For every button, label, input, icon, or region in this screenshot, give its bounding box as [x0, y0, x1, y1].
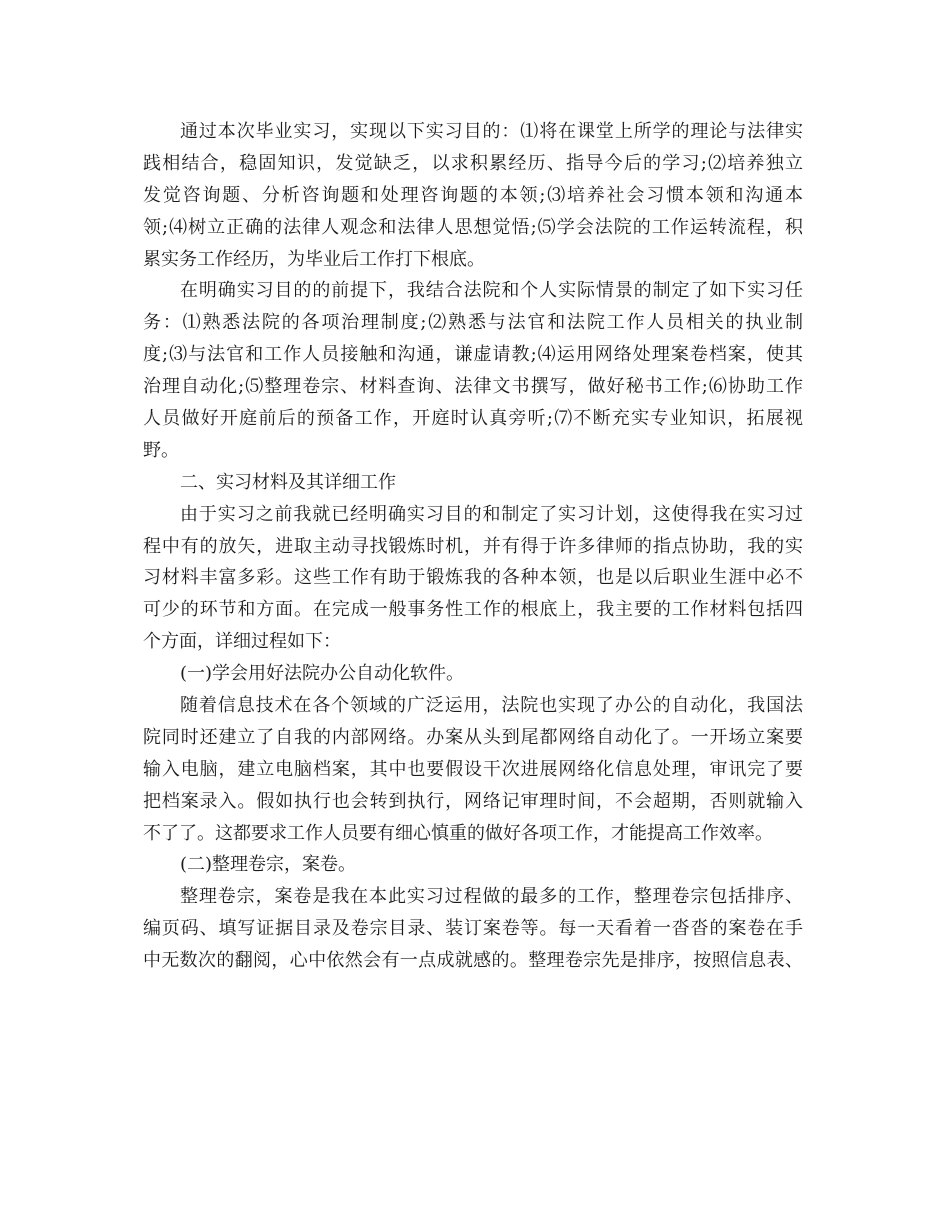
text-line: 务：⑴熟悉法院的各项治理制度;⑵熟悉与法官和法院工作人员相关的执业制	[143, 312, 803, 334]
text-line: 野。	[143, 439, 179, 461]
text-line: 领;⑷树立正确的法律人观念和法律人思想觉悟;⑸学会法院的工作运转流程，积	[143, 216, 803, 238]
text-line: 不了了。这都要求工作人员要有细心慎重的做好各项工作，才能提高工作效率。	[143, 822, 773, 844]
text-line: 习材料丰富多彩。这些工作有助于锻炼我的各种本领，也是以后职业生涯中必不	[143, 567, 803, 589]
text-line: 二、实习材料及其详细工作	[180, 471, 396, 493]
text-line: 随着信息技术在各个领域的广泛运用，法院也实现了办公的自动化，我国法	[180, 695, 803, 717]
text-line: 输入电脑，建立电脑档案，其中也要假设干次进展网络化信息处理，审讯完了要	[143, 758, 803, 780]
text-line: 度;⑶与法官和工作人员接触和沟通，谦虚请教;⑷运用网络处理案卷档案，使其	[143, 344, 803, 366]
text-line: 在明确实习目的的前提下，我结合法院和个人实际情景的制定了如下实习任	[180, 280, 803, 302]
text-line: 通过本次毕业实习，实现以下实习目的：⑴将在课堂上所学的理论与法律实	[180, 121, 803, 142]
text-line: 编页码、填写证据目录及卷宗目录、装订案卷等。每一天看着一沓沓的案卷在手	[143, 918, 803, 940]
text-line: 累实务工作经历，为毕业后工作打下根底。	[143, 248, 485, 270]
text-line: 由于实习之前我就已经明确实习目的和制定了实习计划，这使得我在实习过	[180, 503, 803, 525]
text-line: 人员做好开庭前后的预备工作，开庭时认真旁听;⑺不断充实专业知识，拓展视	[143, 408, 803, 430]
text-line: 整理卷宗，案卷是我在本此实习过程做的最多的工作，整理卷宗包括排序、	[180, 886, 803, 908]
text-line: 发觉咨询题、分析咨询题和处理咨询题的本领;⑶培养社会习惯本领和沟通本	[143, 184, 803, 206]
text-line: (一)学会用好法院办公自动化软件。	[180, 663, 465, 685]
text-line: 个方面，详细过程如下：	[143, 631, 341, 653]
text-line: 院同时还建立了自我的内部网络。办案从头到尾都网络自动化了。一开场立案要	[143, 726, 803, 748]
document-body	[143, 116, 803, 977]
text-line: 践相结合，稳固知识，发觉缺乏，以求积累经历、指导今后的学习;⑵培养独立	[143, 152, 803, 174]
text-line: 可少的环节和方面。在完成一般事务性工作的根底上，我主要的工作材料包括四	[143, 599, 803, 621]
text-line: 程中有的放矢，进取主动寻找锻炼时机，并有得于许多律师的指点协助，我的实	[143, 535, 803, 557]
text-line: (二)整理卷宗，案卷。	[180, 854, 357, 876]
text-line: 中无数次的翻阅，心中依然会有一点成就感的。整理卷宗先是排序，按照信息表、	[143, 950, 803, 972]
text-line: 把档案录入。假如执行也会转到执行，网络记审理时间，不会超期，否则就输入	[143, 790, 803, 812]
text-line: 治理自动化;⑸整理卷宗、材料查询、法律文书撰写，做好秘书工作;⑹协助工作	[143, 376, 803, 398]
